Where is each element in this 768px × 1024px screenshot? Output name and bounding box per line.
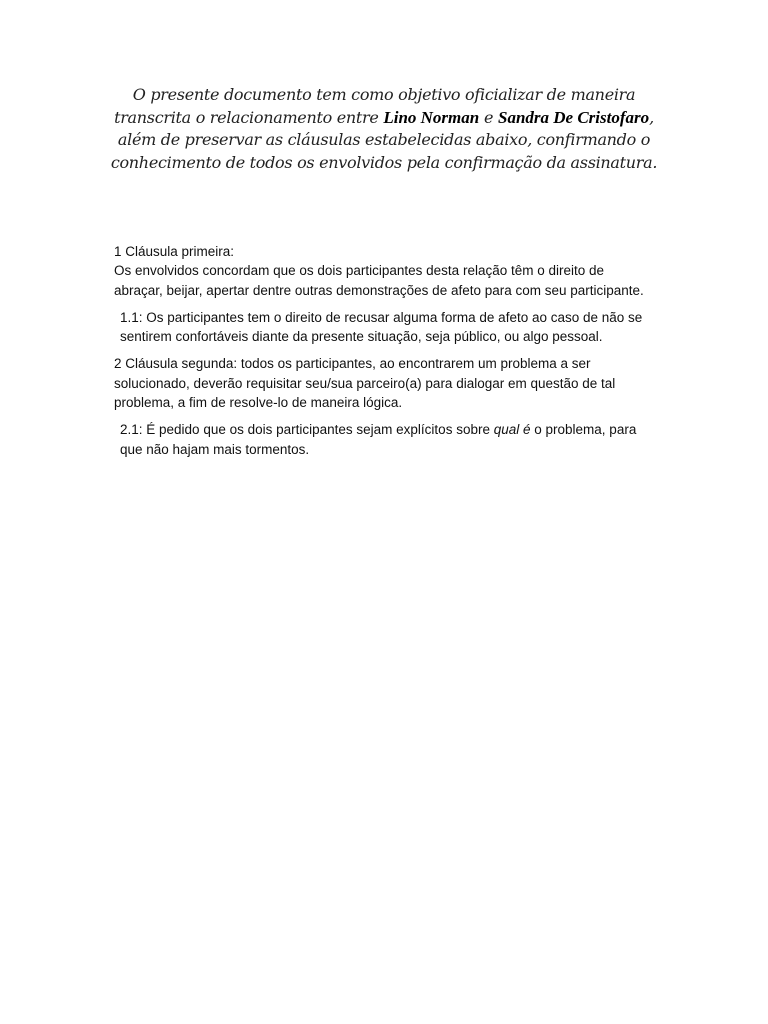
clauses-section bbox=[114, 242, 644, 467]
participant-name-1: Lino Norman bbox=[383, 107, 480, 127]
intro-text-part2: e bbox=[479, 107, 498, 127]
clause-2-1-text-after: o problema, para que não hajam mais tormentos. bbox=[120, 422, 637, 457]
participant-name-2: Sandra De Cristofaro bbox=[497, 107, 650, 127]
clause-1-title: 1 Cláusula primeira: bbox=[114, 244, 235, 259]
clause-2-1-emphasis: qual é bbox=[493, 422, 531, 438]
intro-paragraph bbox=[104, 84, 664, 174]
clause-2-1-text-before: 2.1: É pedido que os dois participantes sejam explícitos sobre bbox=[120, 422, 494, 438]
intro-text-part1: O presente documento tem como objetivo oficializar de maneira transcrita o relacionamento entre bbox=[114, 85, 636, 127]
clause-1-text: Os envolvidos concordam que os dois participantes desta relação têm o direito de abraçar, beijar, apertar dentre outras demonstrações de afeto para com seu participante. bbox=[114, 263, 644, 298]
clause-1 bbox=[114, 242, 644, 300]
clause-1-1: 1.1: Os participantes tem o direito de recusar alguma forma de afeto ao caso de não se sentirem confortáveis diante da presente situação, seja público, ou algo pessoal. bbox=[120, 309, 643, 345]
intro-text-part3: , além de preservar as cláusulas estabelecidas abaixo, confirmando o conhecimento de todos os envolvidos pela confirmação da assinatura. bbox=[110, 107, 658, 172]
clause-2-1 bbox=[114, 420, 644, 459]
clause-2: 2 Cláusula segunda: todos os participantes, ao encontrarem um problema a ser solucionado, deverão requisitar seu/sua parceiro(a) para dialogar em questão de tal problema, a fim de resolve-lo de maneira lógica. bbox=[114, 356, 616, 411]
